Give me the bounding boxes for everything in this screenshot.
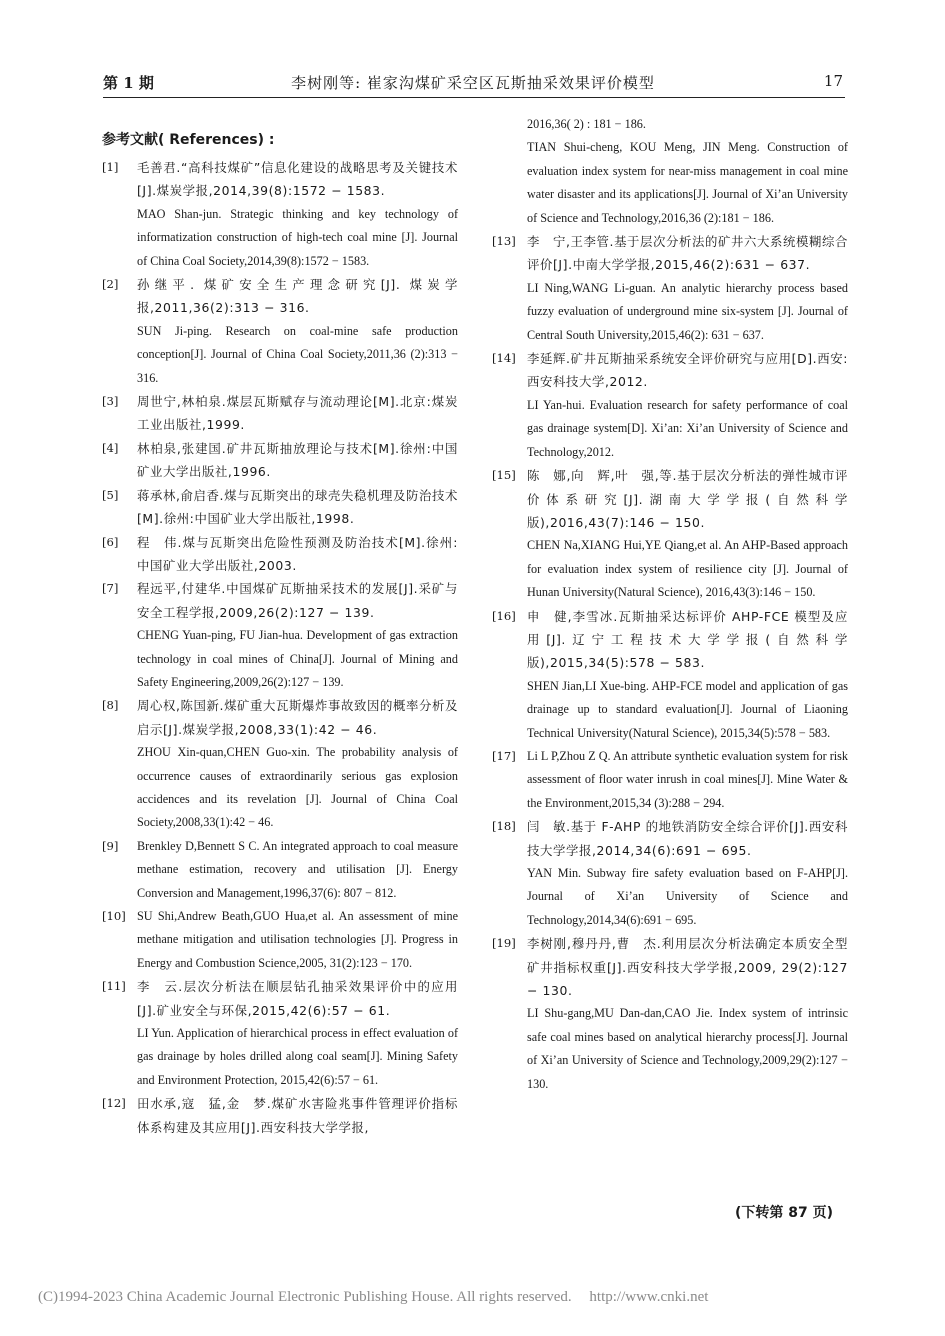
reference-item bbox=[492, 136, 848, 230]
reference-english: Brenkley D,Bennett S C. An integrated approach to coal measure methane estimation, recovery and utilisation [J]. Energy Conversion and Management,1996,37(6): 807 − 812. bbox=[137, 838, 458, 900]
reference-item bbox=[102, 484, 458, 531]
copyright-text: (C)1994-2023 China Academic Journal Electronic Publishing House. All rights reserved. bbox=[38, 1289, 572, 1305]
reference-number: [5] bbox=[102, 487, 119, 502]
reference-chinese: 陈 娜,向 辉,叶 强,等.基于层次分析法的弹性城市评价体系研究[J].湖南大学学报(自然科学版),2016,43(7):146 − 150. bbox=[527, 468, 848, 530]
reference-chinese: 周世宁,林柏泉.煤层瓦斯赋存与流动理论[M].北京:煤炭工业出版社,1999. bbox=[137, 394, 458, 433]
reference-item bbox=[492, 464, 848, 604]
reference-chinese: 毛善君.“高科技煤矿”信息化建设的战略思考及关键技术[J].煤炭学报,2014,39(8):1572 − 1583. bbox=[137, 160, 458, 199]
reference-chinese: 申 健,李雪冰.瓦斯抽采达标评价 AHP-FCE 模型及应用[J].辽宁工程技术大学学报(自然科学版),2015,34(5):578 − 583. bbox=[527, 608, 848, 671]
reference-number: [11] bbox=[102, 979, 126, 994]
reference-number: [19] bbox=[492, 936, 516, 951]
reference-chinese: 蒋承林,俞启香.煤与瓦斯突出的球壳失稳机理及防治技术[M].徐州:中国矿业大学出版社,1998. bbox=[137, 487, 458, 527]
reference-item bbox=[102, 975, 458, 1092]
reference-chinese: 程远平,付建华.中国煤矿瓦斯抽采技术的发展[J].采矿与安全工程学报,2009,26(2):127 − 139. bbox=[137, 581, 458, 620]
reference-chinese: 闫 敏.基于 F-AHP 的地铁消防安全综合评价[J].西安科技大学学报,2014,34(6):691 − 695. bbox=[527, 819, 848, 858]
left-column bbox=[102, 128, 458, 1139]
header-rule bbox=[103, 97, 845, 98]
reference-list-left bbox=[102, 156, 458, 1139]
reference-english: ZHOU Xin-quan,CHEN Guo-xin. The probability analysis of occurrence causes of extraordinarily serious gas explosion accidences and its revelation [J]. Journal of China Coal Society,2008,33(1):42 − 46. bbox=[137, 745, 458, 830]
reference-english: SUN Ji-ping. Research on coal-mine safe production conception[J]. Journal of China Coal Society,2011,36 (2):313 − 316. bbox=[137, 323, 458, 385]
reference-item bbox=[102, 694, 458, 834]
reference-chinese: 程 伟.煤与瓦斯突出危险性预测及防治技术[M].徐州:中国矿业大学出版社,2003. bbox=[137, 534, 458, 573]
continued-note: (下转第 87 页) bbox=[735, 1205, 834, 1221]
reference-english: LI Ning,WANG Li-guan. An analytic hierarchy process based fuzzy evaluation of underground mine six-system [J]. Journal of Central South University,2015,46(2): 631 − 637. bbox=[527, 280, 848, 342]
running-title: 李树刚等: 崔家沟煤矿采空区瓦斯抽采效果评价模型 bbox=[291, 74, 655, 92]
reference-number: [12] bbox=[102, 1096, 126, 1111]
reference-number: [8] bbox=[102, 698, 119, 713]
reference-english: CHEN Na,XIANG Hui,YE Qiang,et al. An AHP-Based approach for evaluation index system of resilience city [J]. Journal of Hunan University(Natural Science), 2016,43(3):146 − 150. bbox=[527, 538, 848, 600]
reference-item bbox=[102, 531, 458, 578]
reference-item bbox=[102, 390, 458, 437]
reference-item bbox=[492, 745, 848, 815]
reference-english: TIAN Shui-cheng, KOU Meng, JIN Meng. Construction of evaluation index system for near-miss management in coal mine water disaster and its applications[J]. Journal of Xi’an University of Science and Technology,2016,36 (2):181 − 186. bbox=[527, 140, 848, 225]
reference-number: [7] bbox=[102, 581, 119, 596]
reference-item bbox=[492, 347, 848, 464]
reference-english: MAO Shan-jun. Strategic thinking and key technology of informatization construction of high-tech coal mine [J]. Journal of China Coal Society,2014,39(8):1572 − 1583. bbox=[137, 206, 458, 268]
reference-number: [1] bbox=[102, 160, 119, 174]
right-column bbox=[492, 113, 848, 1096]
reference-list-right bbox=[492, 136, 848, 1096]
reference-item bbox=[102, 437, 458, 484]
reference-chinese: 周心权,陈国新.煤矿重大瓦斯爆炸事故致因的概率分析及启示[J].煤炭学报,2008,33(1):42 − 46. bbox=[137, 698, 458, 737]
reference-chinese: 李 云.层次分析法在顺层钻孔抽采效果评价中的应用[J].矿业安全与环保,2015,42(6):57 − 61. bbox=[137, 979, 458, 1018]
reference-item bbox=[102, 1092, 458, 1139]
reference-number: [14] bbox=[492, 351, 516, 366]
page-number: 17 bbox=[823, 72, 843, 90]
reference-chinese: 孙继平. 煤矿安全生产理念研究[J]. 煤炭学报,2011,36(2):313 − 316. bbox=[137, 277, 458, 316]
running-header bbox=[103, 70, 843, 96]
reference-english: Li L P,Zhou Z Q. An attribute synthetic evaluation system for risk assessment of floor water inrush in coal mines[J]. Mine Water & the Environment,2015,34 (3):288 − 294. bbox=[527, 748, 848, 810]
reference-item bbox=[102, 905, 458, 975]
reference-english: LI Yun. Application of hierarchical process in effect evaluation of gas drainage by holes drilled along coal seam[J]. Mining Safety and Environment Protection, 2015,42(6):57 − 61. bbox=[137, 1026, 458, 1087]
reference-number: [10] bbox=[102, 909, 126, 923]
reference-number: [4] bbox=[102, 440, 119, 455]
reference-item bbox=[492, 230, 848, 347]
reference-number: [18] bbox=[492, 819, 516, 834]
reference-item bbox=[102, 273, 458, 390]
reference-chinese: 林柏泉,张建国.矿井瓦斯抽放理论与技术[M].徐州:中国矿业大学出版社,1996. bbox=[137, 440, 458, 480]
reference-chinese: 田水承,寇 猛,金 梦.煤矿水害险兆事件管理评价指标体系构建及其应用[J].西安科技大学学报, bbox=[137, 1096, 458, 1135]
reference-chinese: 李树刚,穆丹丹,曹 杰.利用层次分析法确定本质安全型矿井指标权重[J].西安科技大学学报,2009, 29(2):127 − 130. bbox=[527, 936, 848, 999]
reference-english: YAN Min. Subway fire safety evaluation based on F-AHP[J]. Journal of Xi’an University of Science and Technology,2014,34(6):691 − 695. bbox=[527, 866, 848, 927]
reference-chinese: 李延辉.矿井瓦斯抽采系统安全评价研究与应用[D].西安:西安科技大学,2012. bbox=[527, 351, 848, 390]
reference-number: [16] bbox=[492, 608, 516, 623]
reference-number: [17] bbox=[492, 748, 516, 763]
reference-item bbox=[492, 932, 848, 1096]
references-heading: 参考文献( References) : bbox=[102, 132, 275, 148]
reference-number: [6] bbox=[102, 534, 119, 549]
reference-item bbox=[492, 605, 848, 745]
reference-english: CHENG Yuan-ping, FU Jian-hua. Development of gas extraction technology in coal mines of China[J]. Journal of Mining and Safety Engineering,2009,26(2):127 − 139. bbox=[137, 628, 458, 689]
reference-item bbox=[102, 835, 458, 905]
reference-chinese: 李 宁,王李管.基于层次分析法的矿井六大系统模糊综合评价[J].中南大学学报,2015,46(2):631 − 637. bbox=[527, 234, 848, 273]
reference-item bbox=[492, 815, 848, 932]
reference-english: SU Shi,Andrew Beath,GUO Hua,et al. An assessment of mine methane mitigation and utilisation technologies [J]. Progress in Energy and Combustion Science,2005, 31(2):123 − 170. bbox=[137, 909, 458, 970]
reference-number: [13] bbox=[492, 234, 516, 249]
footer-url-link[interactable]: http://www.cnki.net bbox=[589, 1289, 709, 1305]
reference-english: LI Shu-gang,MU Dan-dan,CAO Jie. Index system of intrinsic safe coal mines based on analytical hierarchy process[J]. Journal of Xi’an University of Science and Technology,2009,29(2):127 − 130. bbox=[527, 1006, 848, 1091]
issue-label: 第 1 期 bbox=[103, 74, 154, 92]
reference-english: SHEN Jian,LI Xue-bing. AHP-FCE model and application of gas drainage up to standard evaluation[J]. Journal of Liaoning Technical University(Natural Science), 2015,34(5):578 − 583. bbox=[527, 678, 848, 740]
reference-number: [3] bbox=[102, 394, 119, 409]
reference-item bbox=[102, 156, 458, 273]
footer bbox=[38, 1289, 708, 1306]
reference-item bbox=[102, 577, 458, 694]
reference-english: LI Yan-hui. Evaluation research for safety performance of coal gas drainage system[D]. Xi’an: Xi’an University of Science and Technology,2012. bbox=[527, 397, 848, 459]
reference-number: [15] bbox=[492, 468, 516, 483]
reference-number: [9] bbox=[102, 838, 119, 853]
reference-continuation: 2016,36( 2) : 181 − 186. bbox=[527, 117, 646, 131]
reference-number: [2] bbox=[102, 277, 119, 292]
